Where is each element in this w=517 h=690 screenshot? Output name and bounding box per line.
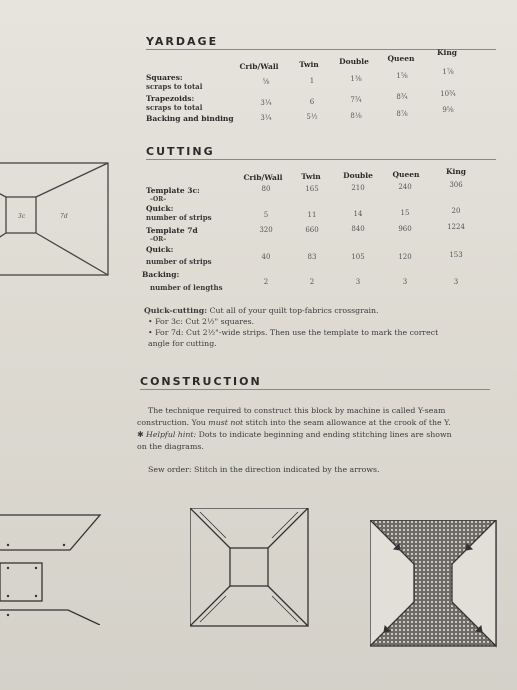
yardage-cell: 5½: [306, 113, 318, 121]
cutting-row-sub: number of lengths: [150, 283, 223, 292]
cutting-cell: 320: [259, 226, 273, 234]
cutting-col-twin: Twin: [301, 172, 321, 181]
yardage-col-queen: Queen: [387, 54, 415, 63]
yardage-cell: 1: [309, 77, 315, 85]
cutting-cell: 3: [402, 278, 408, 286]
cutting-cell: 165: [305, 185, 319, 193]
cutting-col-crib: Crib/Wall: [243, 173, 283, 182]
cutting-cell: 11: [307, 211, 317, 219]
template-7d-label: 7d: [60, 213, 68, 220]
cutting-cell: 960: [398, 225, 412, 233]
template-block-diagram: [0, 155, 110, 281]
cutting-cell: 2: [263, 278, 269, 286]
cutting-cell: 40: [261, 253, 271, 261]
yardage-row-label: Backing and binding: [146, 114, 234, 123]
star-icon: ✱: [137, 430, 144, 439]
cutting-cell: 306: [449, 181, 463, 189]
yardage-cell: 10¾: [440, 90, 456, 98]
construction-text-4: on the diagrams.: [137, 442, 204, 451]
yardage-row-label: Squares:: [146, 73, 183, 82]
sew-order-text: Sew order: Stitch in the direction indicated by the arrows.: [148, 465, 380, 474]
yardage-cell: 3¼: [260, 114, 272, 122]
cutting-row-label: Template 7d: [146, 226, 198, 235]
cutting-cell: 80: [261, 185, 271, 193]
yardage-cell: 6: [309, 98, 315, 106]
cutting-cell: 2: [309, 278, 315, 286]
cutting-cell: 210: [351, 184, 365, 192]
cutting-cell: 3: [355, 278, 361, 286]
cutting-cell: 83: [307, 253, 317, 261]
construction-emphasis: must not: [208, 418, 244, 427]
construction-text-1: The technique required to construct this block by machine is called Y-seam: [148, 406, 446, 415]
yardage-cell: 1⅜: [350, 75, 362, 83]
yardage-cell: 1⅞: [442, 68, 454, 76]
assembly-diagram-1: [0, 505, 120, 625]
yardage-cell: 7¾: [350, 96, 362, 104]
yardage-row-sub: scraps to total: [146, 82, 203, 91]
template-3c-label: 3c: [18, 213, 26, 220]
quick-cutting-text: Cut all of your quilt top-fabrics crossgrain.: [209, 306, 379, 315]
yardage-row-sub: scraps to total: [146, 103, 203, 112]
cutting-cell: 153: [449, 251, 463, 259]
yardage-cell: 1⅝: [396, 72, 408, 80]
cutting-row-label: Quick:: [146, 204, 174, 213]
cutting-cell: 15: [400, 209, 410, 217]
construction-hint: [137, 429, 452, 440]
cutting-cell: 5: [263, 211, 269, 219]
yardage-row-label: Trapezoids:: [146, 94, 195, 103]
quick-cutting-bullet-7d: • For 7d: Cut 2½"-wide strips. Then use the template to mark the correct: [148, 328, 439, 337]
helpful-hint-text: Dots to indicate beginning and ending stitching lines are shown: [196, 430, 452, 439]
cutting-col-double: Double: [343, 171, 373, 180]
cutting-row-label: Template 3c:: [146, 186, 200, 195]
yardage-cell: 8⅛: [350, 112, 362, 120]
quick-cutting-label: Quick-cutting:: [144, 306, 208, 315]
yardage-col-double: Double: [339, 57, 369, 66]
cutting-cell: 105: [351, 253, 365, 261]
construction-text-2a: construction. You: [137, 418, 209, 427]
cutting-or: –OR–: [150, 196, 167, 203]
construction-title: CONSTRUCTION: [140, 375, 262, 388]
cutting-col-queen: Queen: [392, 170, 420, 179]
block-outline: [0, 163, 108, 275]
yardage-cell: ⅝: [262, 78, 270, 86]
yardage-cell: 8¾: [396, 93, 408, 101]
yardage-cell: 9⅝: [442, 106, 454, 114]
cutting-col-king: King: [445, 167, 467, 176]
yardage-cell: 3¼: [260, 99, 272, 107]
helpful-hint-label: Helpful hint:: [146, 430, 197, 439]
yardage-title: YARDAGE: [146, 35, 219, 48]
cutting-row-sub: number of strips: [146, 213, 212, 222]
cutting-cell: 240: [398, 183, 412, 191]
yardage-col-twin: Twin: [299, 60, 319, 69]
construction-text-2b: stitch into the seam allowance at the crook of the Y.: [243, 418, 451, 427]
assembly-diagram-3: [370, 520, 498, 648]
cutting-cell: 1224: [447, 223, 465, 231]
cutting-cell: 120: [398, 253, 412, 261]
construction-text-2: [137, 417, 451, 428]
cutting-row-label: Quick:: [146, 245, 174, 254]
cutting-row-sub: number of strips: [146, 257, 212, 266]
yardage-col-king: King: [436, 48, 458, 57]
cutting-row-label: Backing:: [142, 270, 180, 279]
cutting-cell: 660: [305, 226, 319, 234]
cutting-cell: 14: [353, 210, 363, 218]
cutting-cell: 3: [453, 278, 459, 286]
quick-cutting-note: [144, 305, 378, 316]
quick-cutting-bullet-3c: • For 3c: Cut 2½" squares.: [148, 317, 255, 326]
cutting-or: –OR–: [150, 236, 167, 243]
yardage-col-crib: Crib/Wall: [239, 62, 279, 71]
cutting-title: CUTTING: [146, 145, 215, 158]
cutting-cell: 20: [451, 207, 461, 215]
quick-cutting-bullet-7d-cont: angle for cutting.: [148, 339, 217, 348]
cutting-cell: 840: [351, 225, 365, 233]
cutting-rule: [146, 159, 496, 160]
assembly-diagram-2: [190, 508, 310, 628]
yardage-cell: 8⅞: [396, 110, 408, 118]
construction-rule: [140, 389, 490, 390]
